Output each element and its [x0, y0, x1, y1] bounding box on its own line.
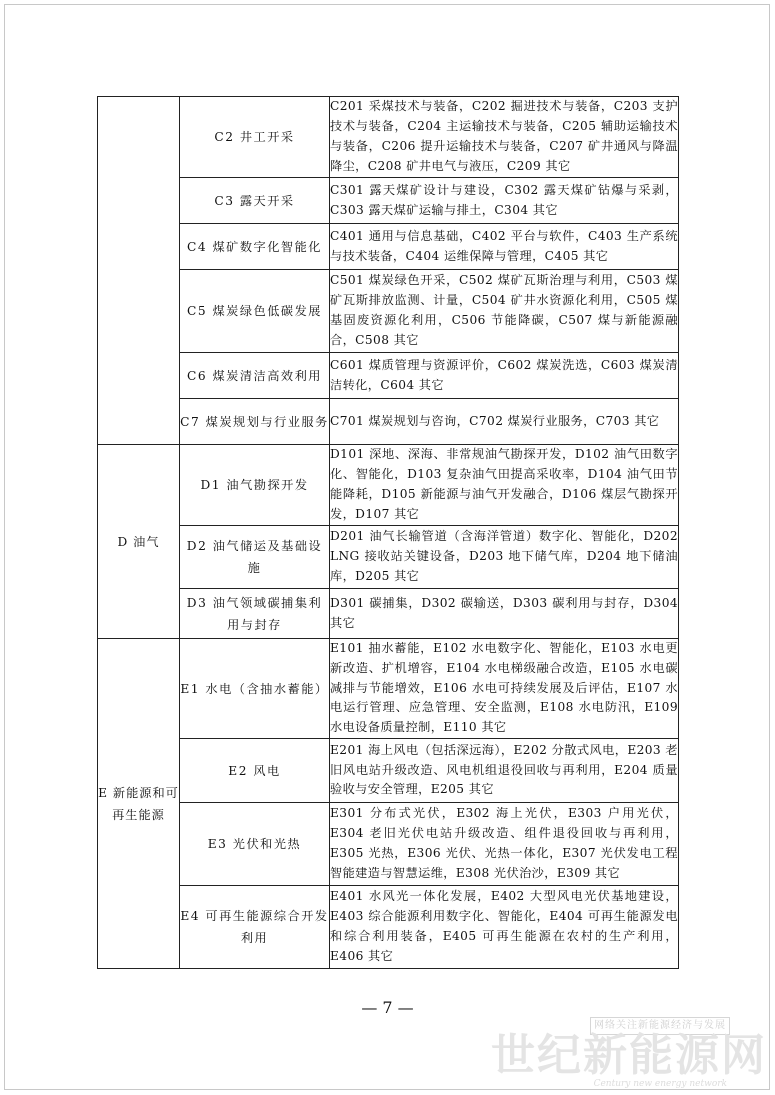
table-row: [98, 399, 679, 445]
subcategory-cell: C3 露天开采: [180, 178, 330, 224]
subcategory-cell: D1 油气勘探开发: [180, 445, 330, 526]
items-cell: E401 水风光一体化发展，E402 大型风电光伏基地建设，E403 综合能源利用数字化、智能化，E404 可再生能源发电和综合利用装备，E405 可再生能源在农村的生产利用，E406 其它: [330, 886, 679, 969]
subcategory-cell: C5 煤炭绿色低碳发展: [180, 270, 330, 353]
table-row: [98, 589, 679, 639]
subcategory-cell: E4 可再生能源综合开发利用: [180, 886, 330, 969]
watermark-tagline: 网络关注新能源经济与发展: [590, 1017, 730, 1035]
items-cell: C701 煤炭规划与咨询，C702 煤炭行业服务，C703 其它: [330, 399, 679, 445]
watermark-logo: 世纪新能源网: [491, 1030, 767, 1081]
items-cell: E101 抽水蓄能，E102 水电数字化、智能化，E103 水电更新改造、扩机增容，E104 水电梯级融合改造，E105 水电碳减排与节能增效，E106 水电可持续发展及后评估，E107 水电运行管理、应急管理、安全监测，E108 水电防汛，E109 水电设备质量控制，E110 其它: [330, 639, 679, 739]
group-cell-c: [98, 97, 180, 445]
table-row: [98, 639, 679, 739]
items-cell: D301 碳捕集，D302 碳输送，D303 碳利用与封存，D304 其它: [330, 589, 679, 639]
items-cell: E301 分布式光伏，E302 海上光伏，E303 户用光伏，E304 老旧光伏电站升级改造、组件退役回收与再利用，E305 光热，E306 光伏、光热一体化，E307 光伏发电工程智能建造与智慧运维，E308 光伏治沙，E309 其它: [330, 803, 679, 886]
items-cell: C401 通用与信息基础，C402 平台与软件，C403 生产系统与技术装备，C404 运维保障与管理，C405 其它: [330, 224, 679, 270]
items-cell: E201 海上风电（包括深远海），E202 分散式风电，E203 老旧风电站升级改造、风电机组退役回收与再利用，E204 质量验收与安全管理，E205 其它: [330, 739, 679, 803]
category-table: [97, 96, 679, 969]
table-row: [98, 224, 679, 270]
table-row: [98, 178, 679, 224]
subcategory-cell: C6 煤炭清洁高效利用: [180, 353, 330, 399]
subcategory-cell: C4 煤矿数字化智能化: [180, 224, 330, 270]
table-row: [98, 445, 679, 526]
table-row: [98, 803, 679, 886]
table-row: [98, 886, 679, 969]
subcategory-cell: C7 煤炭规划与行业服务: [180, 399, 330, 445]
table-row: [98, 739, 679, 803]
group-cell-e: E 新能源和可再生能源: [98, 639, 180, 969]
table-row: [98, 97, 679, 178]
items-cell: C501 煤炭绿色开采，C502 煤矿瓦斯治理与利用，C503 煤矿瓦斯排放监测、计量，C504 矿井水资源化利用，C505 煤基固废资源化利用，C506 节能降碳，C507 煤与新能源融合，C508 其它: [330, 270, 679, 353]
group-cell-d: D 油气: [98, 445, 180, 639]
subcategory-cell: D2 油气储运及基础设施: [180, 526, 330, 589]
subcategory-cell: E3 光伏和光热: [180, 803, 330, 886]
table-row: [98, 270, 679, 353]
table-row: [98, 526, 679, 589]
subcategory-cell: E1 水电（含抽水蓄能）: [180, 639, 330, 739]
items-cell: C601 煤质管理与资源评价，C602 煤炭洗选，C603 煤炭清洁转化，C604 其它: [330, 353, 679, 399]
subcategory-cell: D3 油气领域碳捕集利用与封存: [180, 589, 330, 639]
items-cell: D201 油气长输管道（含海洋管道）数字化、智能化，D202 LNG 接收站关键设备，D203 地下储气库，D204 地下储油库，D205 其它: [330, 526, 679, 589]
subcategory-cell: C2 井工开采: [180, 97, 330, 178]
subcategory-cell: E2 风电: [180, 739, 330, 803]
items-cell: C201 采煤技术与装备，C202 掘进技术与装备，C203 支护技术与装备，C204 主运输技术与装备，C205 辅助运输技术与装备，C206 提升运输技术与装备，C207 矿井通风与降温降尘，C208 矿井电气与液压，C209 其它: [330, 97, 679, 178]
table-row: [98, 353, 679, 399]
page-number: — 7 —: [361, 998, 414, 1017]
watermark-logo-en: Century new energy network: [593, 1079, 727, 1089]
items-cell: C301 露天煤矿设计与建设，C302 露天煤矿钻爆与采剥，C303 露天煤矿运输与排土，C304 其它: [330, 178, 679, 224]
items-cell: D101 深地、深海、非常规油气勘探开发，D102 油气田数字化、智能化，D103 复杂油气田提高采收率，D104 油气田节能降耗，D105 新能源与油气开发融合，D106 煤层气勘探开发，D107 其它: [330, 445, 679, 526]
